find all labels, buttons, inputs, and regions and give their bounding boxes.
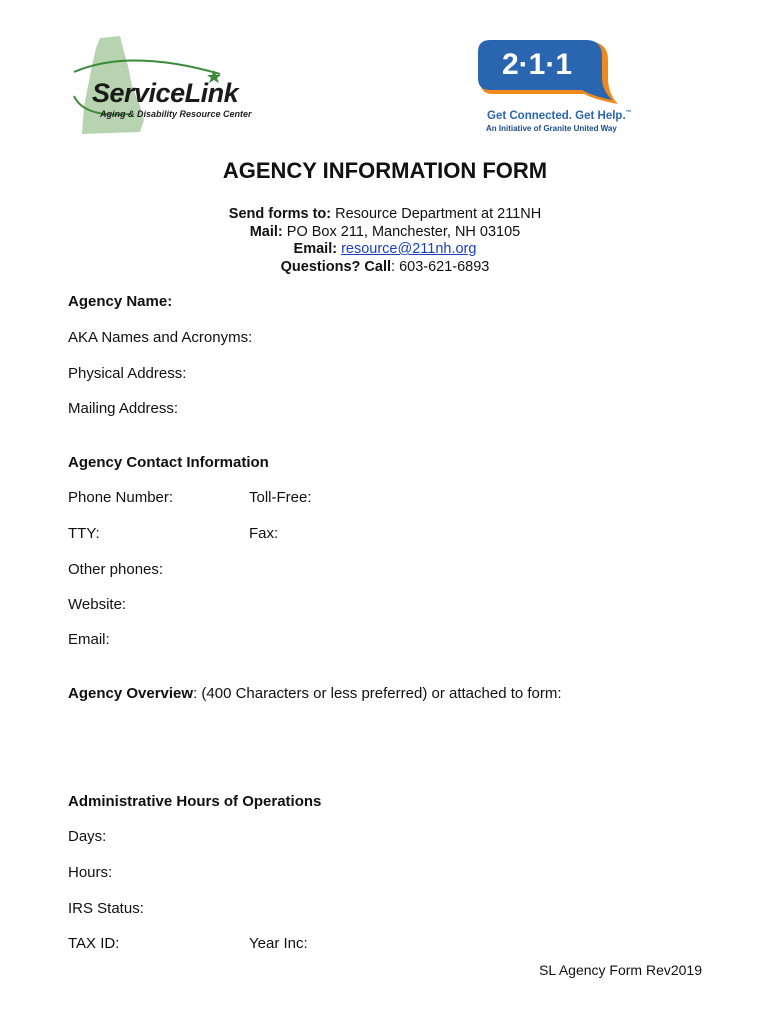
nh211-initiative: An Initiative of Granite United Way bbox=[486, 124, 617, 133]
contact-heading: Agency Contact Information bbox=[68, 454, 269, 471]
fax-label: Fax: bbox=[249, 525, 279, 542]
days-label: Days: bbox=[68, 828, 107, 845]
form-title: AGENCY INFORMATION FORM bbox=[222, 158, 548, 183]
servicelink-logo bbox=[70, 36, 280, 136]
mail-line: Mail: PO Box 211, Manchester, NH 03105 bbox=[249, 224, 521, 240]
agency-name-label: Agency Name: bbox=[68, 293, 173, 310]
hours-label: Hours: bbox=[68, 864, 113, 881]
email-label: Email: bbox=[68, 631, 110, 648]
other-phones-label: Other phones: bbox=[68, 561, 164, 578]
tax-id-label: TAX ID: bbox=[68, 935, 120, 952]
aka-label: AKA Names and Acronyms: bbox=[68, 329, 253, 346]
phone-label: Phone Number: bbox=[68, 489, 174, 506]
servicelink-tagline: Aging & Disability Resource Center bbox=[100, 109, 252, 119]
hours-heading: Administrative Hours of Operations bbox=[68, 793, 322, 810]
mailing-address-label: Mailing Address: bbox=[68, 400, 179, 417]
nh211-slogan: Get Connected. Get Help.™ bbox=[487, 110, 632, 122]
nh211-logo bbox=[478, 40, 632, 136]
irs-status-label: IRS Status: bbox=[68, 900, 144, 917]
year-inc-label: Year Inc: bbox=[249, 935, 308, 952]
send-line: Send forms to: Resource Department at 211NH bbox=[228, 206, 542, 222]
email-link[interactable]: resource@211nh.org bbox=[341, 241, 477, 257]
physical-address-label: Physical Address: bbox=[68, 365, 187, 382]
questions-line: Questions? Call: 603-621-6893 bbox=[280, 259, 490, 275]
overview-line: Agency Overview: (400 Characters or less preferred) or attached to form: bbox=[68, 685, 562, 702]
footer-revision: SL Agency Form Rev2019 bbox=[539, 962, 702, 978]
website-label: Website: bbox=[68, 596, 127, 613]
tollfree-label: Toll-Free: bbox=[249, 489, 312, 506]
nh211-number: 2·1·1 bbox=[502, 48, 573, 81]
email-line: Email: resource@211nh.org bbox=[293, 241, 477, 257]
servicelink-name: ServiceLink bbox=[92, 78, 239, 108]
tty-label: TTY: bbox=[68, 525, 100, 542]
